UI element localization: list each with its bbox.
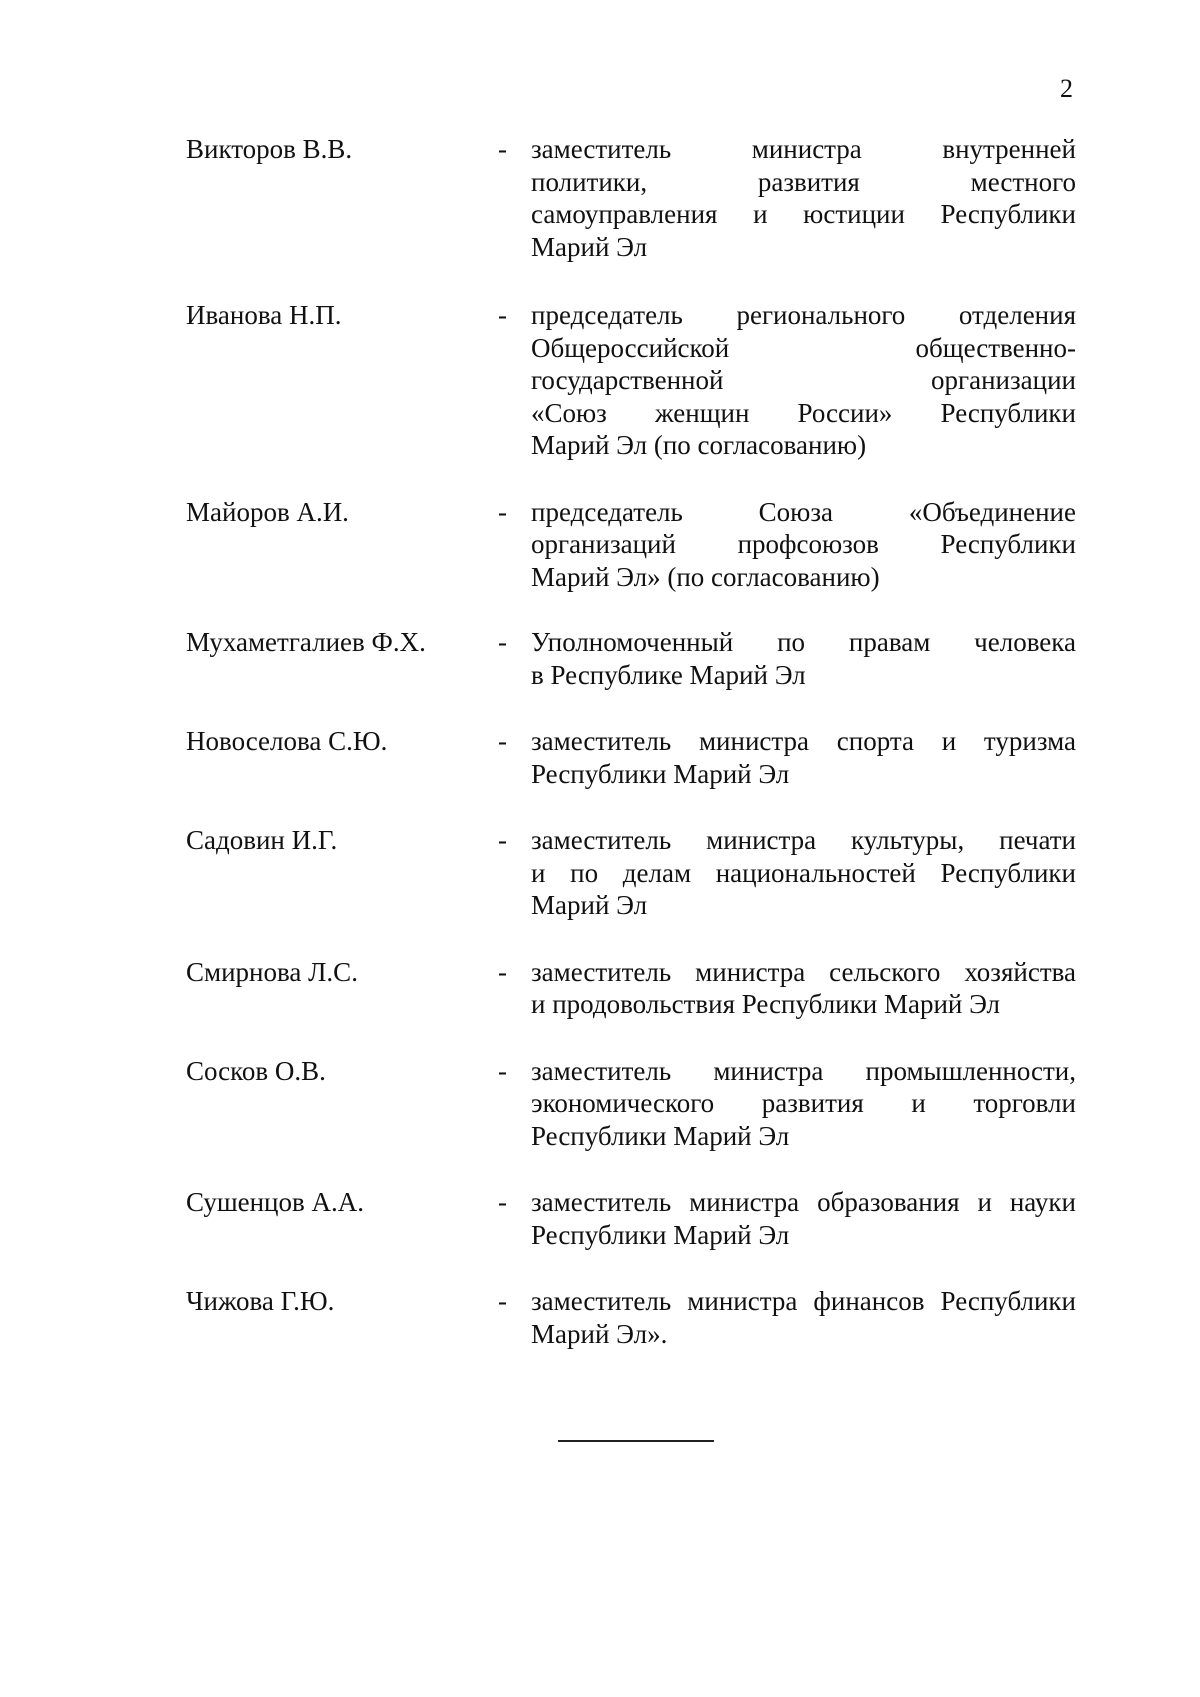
member-position bbox=[531, 956, 1076, 1021]
member-position bbox=[531, 299, 1076, 462]
member-name: Новоселова С.Ю. bbox=[186, 726, 388, 756]
member-position bbox=[531, 496, 1076, 594]
position-line: Марий Эл bbox=[531, 890, 648, 920]
member-entry-smirnova bbox=[0, 956, 1200, 1021]
dash-separator: - bbox=[498, 627, 507, 657]
position-line: заместитель министра образования и науки bbox=[531, 1187, 1076, 1217]
member-position bbox=[531, 725, 1076, 790]
position-line: организаций профсоюзов Республики bbox=[531, 529, 1076, 559]
position-line: председатель Союза «Объединение bbox=[531, 496, 1076, 527]
position-line: и по делам национальностей Республики bbox=[531, 857, 1076, 888]
position-line: Республики Марий Эл bbox=[531, 1219, 790, 1250]
dash-separator: - bbox=[498, 1187, 507, 1217]
position-line: председатель регионального отделения bbox=[531, 300, 1076, 330]
member-entry-ivanova bbox=[0, 299, 1200, 462]
member-entry-mayorov bbox=[0, 496, 1200, 594]
position-line: Марий Эл» (по согласованию) bbox=[531, 561, 880, 592]
member-position bbox=[531, 133, 1076, 263]
position-line: самоуправления и юстиции Республики bbox=[531, 199, 1076, 229]
member-position bbox=[531, 1285, 1076, 1350]
page-number: 2 bbox=[1060, 74, 1073, 103]
position-line: «Союз женщин России» Республики bbox=[531, 397, 1076, 428]
position-line: Уполномоченный по правам человека bbox=[531, 627, 1076, 657]
position-line: и продовольствия Республики Марий Эл bbox=[531, 989, 1001, 1019]
dash-separator: - bbox=[498, 726, 507, 756]
position-line: Республики Марий Эл bbox=[531, 758, 790, 789]
position-line: Общероссийской общественно- bbox=[531, 332, 1076, 363]
member-name: Мухаметгалиев Ф.Х. bbox=[186, 627, 426, 657]
position-line: Марий Эл bbox=[531, 231, 648, 262]
position-line: заместитель министра сельского хозяйства bbox=[531, 956, 1076, 987]
member-entry-novoselova bbox=[0, 725, 1200, 790]
member-name: Викторов В.В. bbox=[186, 134, 353, 164]
position-line: Марий Эл». bbox=[531, 1318, 668, 1349]
member-entry-sushentsov bbox=[0, 1186, 1200, 1251]
position-line: заместитель министра внутренней bbox=[531, 134, 1076, 164]
member-entry-mukhametgaliev bbox=[0, 626, 1200, 691]
dash-separator: - bbox=[498, 300, 507, 330]
position-line: политики, развития местного bbox=[531, 166, 1076, 197]
member-position bbox=[531, 626, 1076, 691]
dash-separator: - bbox=[498, 496, 507, 527]
position-line: государственной организации bbox=[531, 365, 1076, 395]
member-list bbox=[0, 133, 1200, 1350]
member-position bbox=[531, 824, 1076, 922]
position-line: заместитель министра финансов Республики bbox=[531, 1286, 1076, 1316]
dash-separator: - bbox=[498, 825, 507, 855]
position-line: заместитель министра промышленности, bbox=[531, 1055, 1076, 1086]
member-name: Сосков О.В. bbox=[186, 1055, 326, 1086]
member-name: Садовин И.Г. bbox=[186, 825, 338, 855]
dash-separator: - bbox=[498, 134, 507, 164]
member-entry-soskov bbox=[0, 1055, 1200, 1153]
member-position bbox=[531, 1055, 1076, 1153]
position-line: Марий Эл (по согласованию) bbox=[531, 430, 867, 460]
member-entry-sadovin bbox=[0, 824, 1200, 922]
member-entry-viktorov bbox=[0, 133, 1200, 263]
member-name: Смирнова Л.С. bbox=[186, 956, 358, 987]
position-line: экономического развития и торговли bbox=[531, 1088, 1076, 1118]
dash-separator: - bbox=[498, 1055, 507, 1086]
position-line: заместитель министра культуры, печати bbox=[531, 825, 1076, 855]
member-name: Иванова Н.П. bbox=[186, 300, 342, 330]
member-position bbox=[531, 1186, 1076, 1251]
member-name: Сушенцов А.А. bbox=[186, 1187, 365, 1217]
dash-separator: - bbox=[498, 956, 507, 987]
closing-rule bbox=[558, 1440, 714, 1442]
member-name: Чижова Г.Ю. bbox=[186, 1286, 335, 1316]
position-line: заместитель министра спорта и туризма bbox=[531, 726, 1076, 756]
position-line: в Республике Марий Эл bbox=[531, 659, 806, 690]
member-entry-chizhova bbox=[0, 1285, 1200, 1350]
member-name: Майоров А.И. bbox=[186, 496, 349, 527]
dash-separator: - bbox=[498, 1286, 507, 1316]
position-line: Республики Марий Эл bbox=[531, 1120, 790, 1151]
